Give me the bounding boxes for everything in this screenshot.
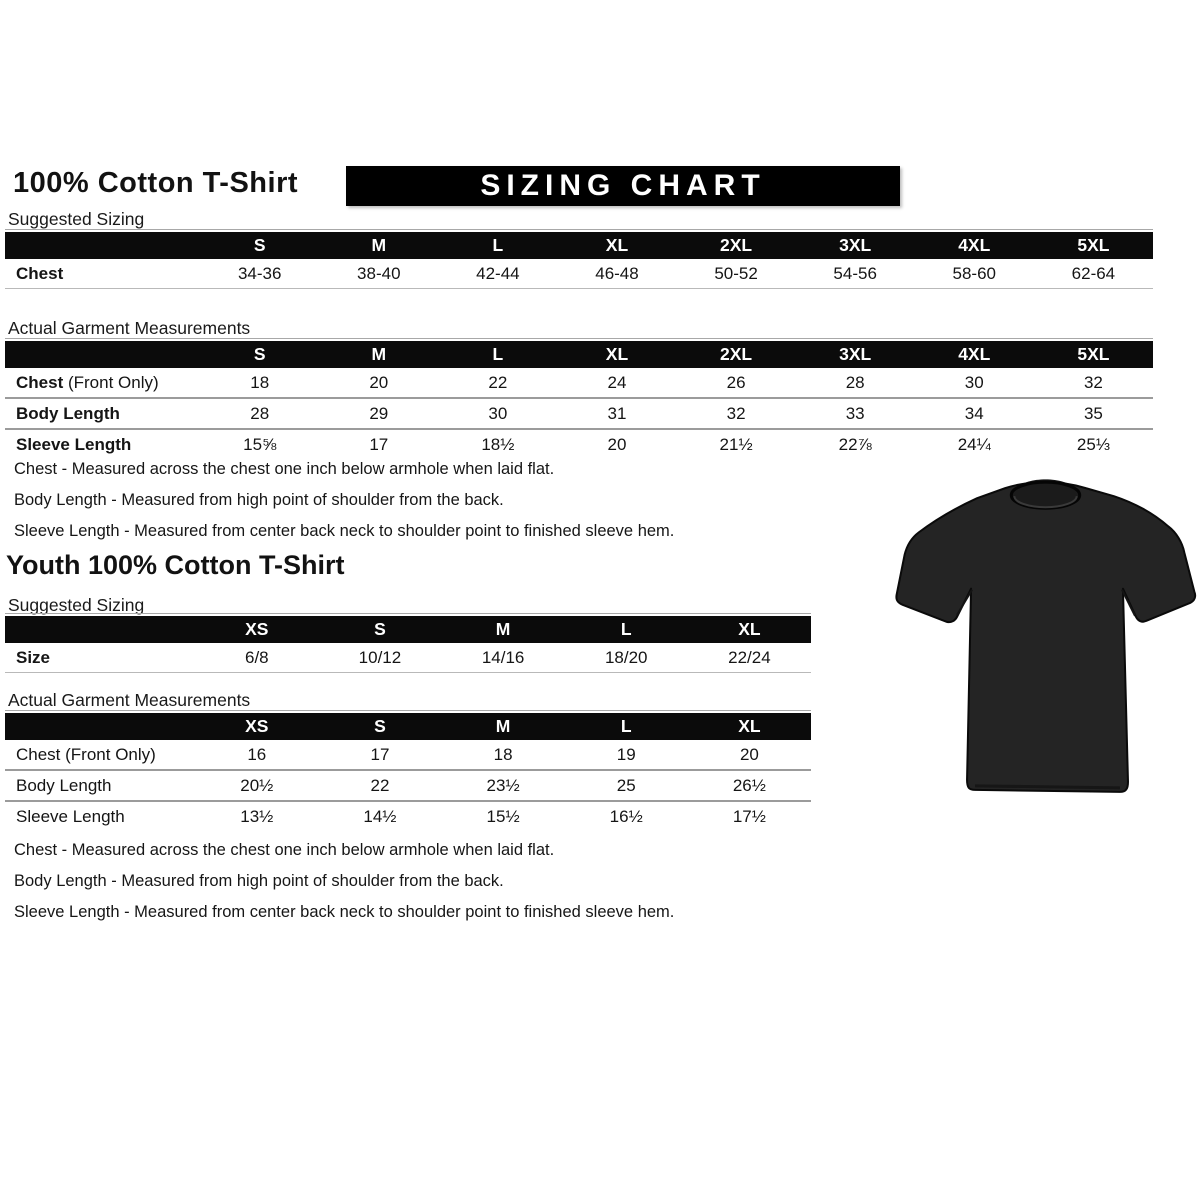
row-label: Chest (Front Only): [5, 740, 195, 770]
measurement-row: [5, 398, 1153, 429]
row-label: Sleeve Length: [5, 429, 200, 459]
size-column-header: S: [200, 232, 319, 259]
tshirt-hem-shadow: [975, 786, 1120, 788]
measurement-value: 15½: [442, 801, 565, 831]
measurement-value: 14½: [318, 801, 441, 831]
measurement-value: 54-56: [796, 259, 915, 289]
measurement-row: [5, 643, 811, 673]
size-column-header: 3XL: [796, 341, 915, 368]
measurement-value: 26½: [688, 770, 811, 801]
measurement-value: 26: [677, 368, 796, 398]
measurement-value: 33: [796, 398, 915, 429]
header-spacer: [5, 616, 195, 643]
size-column-header: M: [319, 232, 438, 259]
adult-suggested-sizing-label: Suggested Sizing: [8, 209, 145, 229]
measurement-value: 32: [1034, 368, 1153, 398]
measurement-value: 50-52: [677, 259, 796, 289]
measurement-value: 35: [1034, 398, 1153, 429]
youth-suggested-table-wrap: [5, 613, 811, 673]
measurement-value: 21½: [677, 429, 796, 459]
measurement-row: [5, 801, 811, 831]
measurement-value: 10/12: [318, 643, 441, 673]
size-column-header: XL: [688, 713, 811, 740]
size-column-header: S: [318, 713, 441, 740]
measurement-row: [5, 429, 1153, 459]
measurement-value: 16: [195, 740, 318, 770]
measurement-value: 20: [557, 429, 676, 459]
note-chest: Chest - Measured across the chest one inch below armhole when laid flat.: [14, 460, 555, 478]
row-label: Chest (Front Only): [5, 368, 200, 398]
row-label: Chest: [5, 259, 200, 289]
measurement-value: 13½: [195, 801, 318, 831]
measurement-value: 34: [915, 398, 1034, 429]
adult-actual-measurements-table: [5, 341, 1153, 459]
measurement-value: 46-48: [557, 259, 676, 289]
size-column-header: 2XL: [677, 232, 796, 259]
measurement-value: 19: [565, 740, 688, 770]
size-column-header: XL: [557, 232, 676, 259]
size-column-header: XL: [688, 616, 811, 643]
note-chest: Chest - Measured across the chest one inch below armhole when laid flat.: [14, 841, 555, 859]
size-column-header: S: [318, 616, 441, 643]
row-label: Sleeve Length: [5, 801, 195, 831]
measurement-value: 23½: [442, 770, 565, 801]
size-column-header: M: [319, 341, 438, 368]
adult-actual-measurements-label: Actual Garment Measurements: [8, 318, 251, 338]
header-spacer: [5, 232, 200, 259]
tshirt-body: [896, 482, 1195, 792]
size-column-header: L: [565, 713, 688, 740]
row-label: Size: [5, 643, 195, 673]
size-column-header: XS: [195, 713, 318, 740]
measurement-value: 31: [557, 398, 676, 429]
measurement-row: [5, 259, 1153, 289]
youth-notes: [14, 841, 874, 934]
youth-actual-measurements-table: [5, 713, 811, 831]
youth-title: Youth 100% Cotton T-Shirt: [6, 550, 345, 580]
measurement-value: 16½: [565, 801, 688, 831]
measurement-value: 18/20: [565, 643, 688, 673]
measurement-value: 58-60: [915, 259, 1034, 289]
measurement-value: 22: [318, 770, 441, 801]
size-column-header: S: [200, 341, 319, 368]
size-column-header: L: [438, 341, 557, 368]
measurement-value: 32: [677, 398, 796, 429]
measurement-value: 18: [442, 740, 565, 770]
youth-actual-table-wrap: [5, 710, 811, 831]
adult-notes: [14, 460, 874, 553]
measurement-value: 17: [319, 429, 438, 459]
measurement-value: 28: [796, 368, 915, 398]
measurement-value: 24: [557, 368, 676, 398]
measurement-value: 62-64: [1034, 259, 1153, 289]
size-column-header: XL: [557, 341, 676, 368]
row-label: Body Length: [5, 398, 200, 429]
youth-actual-measurements-label: Actual Garment Measurements: [8, 690, 251, 710]
adult-suggested-sizing-table: [5, 232, 1153, 289]
measurement-value: 15⅝: [200, 429, 319, 459]
measurement-value: 34-36: [200, 259, 319, 289]
size-column-header: XS: [195, 616, 318, 643]
measurement-value: 29: [319, 398, 438, 429]
size-column-header: 4XL: [915, 341, 1034, 368]
measurement-value: 18½: [438, 429, 557, 459]
size-column-header: 2XL: [677, 341, 796, 368]
note-body-length: Body Length - Measured from high point of shoulder from the back.: [14, 491, 504, 509]
adult-actual-table-wrap: [5, 338, 1153, 459]
measurement-value: 25: [565, 770, 688, 801]
measurement-value: 30: [438, 398, 557, 429]
note-body-length: Body Length - Measured from high point of shoulder from the back.: [14, 872, 504, 890]
measurement-value: 30: [915, 368, 1034, 398]
measurement-row: [5, 770, 811, 801]
size-column-header: L: [565, 616, 688, 643]
measurement-value: 20½: [195, 770, 318, 801]
measurement-value: 18: [200, 368, 319, 398]
size-column-header: 4XL: [915, 232, 1034, 259]
note-sleeve-length: Sleeve Length - Measured from center back neck to shoulder point to finished sleeve hem.: [14, 522, 675, 540]
header-spacer: [5, 341, 200, 368]
measurement-value: 6/8: [195, 643, 318, 673]
measurement-value: 17½: [688, 801, 811, 831]
size-column-header: 5XL: [1034, 341, 1153, 368]
measurement-value: 25⅓: [1034, 429, 1153, 459]
measurement-value: 28: [200, 398, 319, 429]
header-spacer: [5, 713, 195, 740]
adult-suggested-table-wrap: [5, 229, 1153, 289]
size-column-header: 3XL: [796, 232, 915, 259]
youth-suggested-sizing-table: [5, 616, 811, 673]
sizing-chart-banner: SIZING CHART: [346, 166, 900, 206]
measurement-row: [5, 740, 811, 770]
measurement-value: 22: [438, 368, 557, 398]
row-label: Body Length: [5, 770, 195, 801]
size-column-header: L: [438, 232, 557, 259]
youth-suggested-sizing-label: Suggested Sizing: [8, 595, 145, 615]
measurement-value: 22/24: [688, 643, 811, 673]
measurement-value: 22⅞: [796, 429, 915, 459]
measurement-value: 20: [688, 740, 811, 770]
size-column-header: 5XL: [1034, 232, 1153, 259]
measurement-value: 17: [318, 740, 441, 770]
measurement-value: 14/16: [442, 643, 565, 673]
size-column-header: M: [442, 713, 565, 740]
measurement-value: 20: [319, 368, 438, 398]
measurement-value: 24¼: [915, 429, 1034, 459]
measurement-row: [5, 368, 1153, 398]
measurement-value: 42-44: [438, 259, 557, 289]
adult-title: 100% Cotton T-Shirt: [13, 167, 299, 199]
measurement-value: 38-40: [319, 259, 438, 289]
note-sleeve-length: Sleeve Length - Measured from center back neck to shoulder point to finished sleeve hem.: [14, 903, 675, 921]
size-column-header: M: [442, 616, 565, 643]
tshirt-image: [893, 468, 1198, 810]
